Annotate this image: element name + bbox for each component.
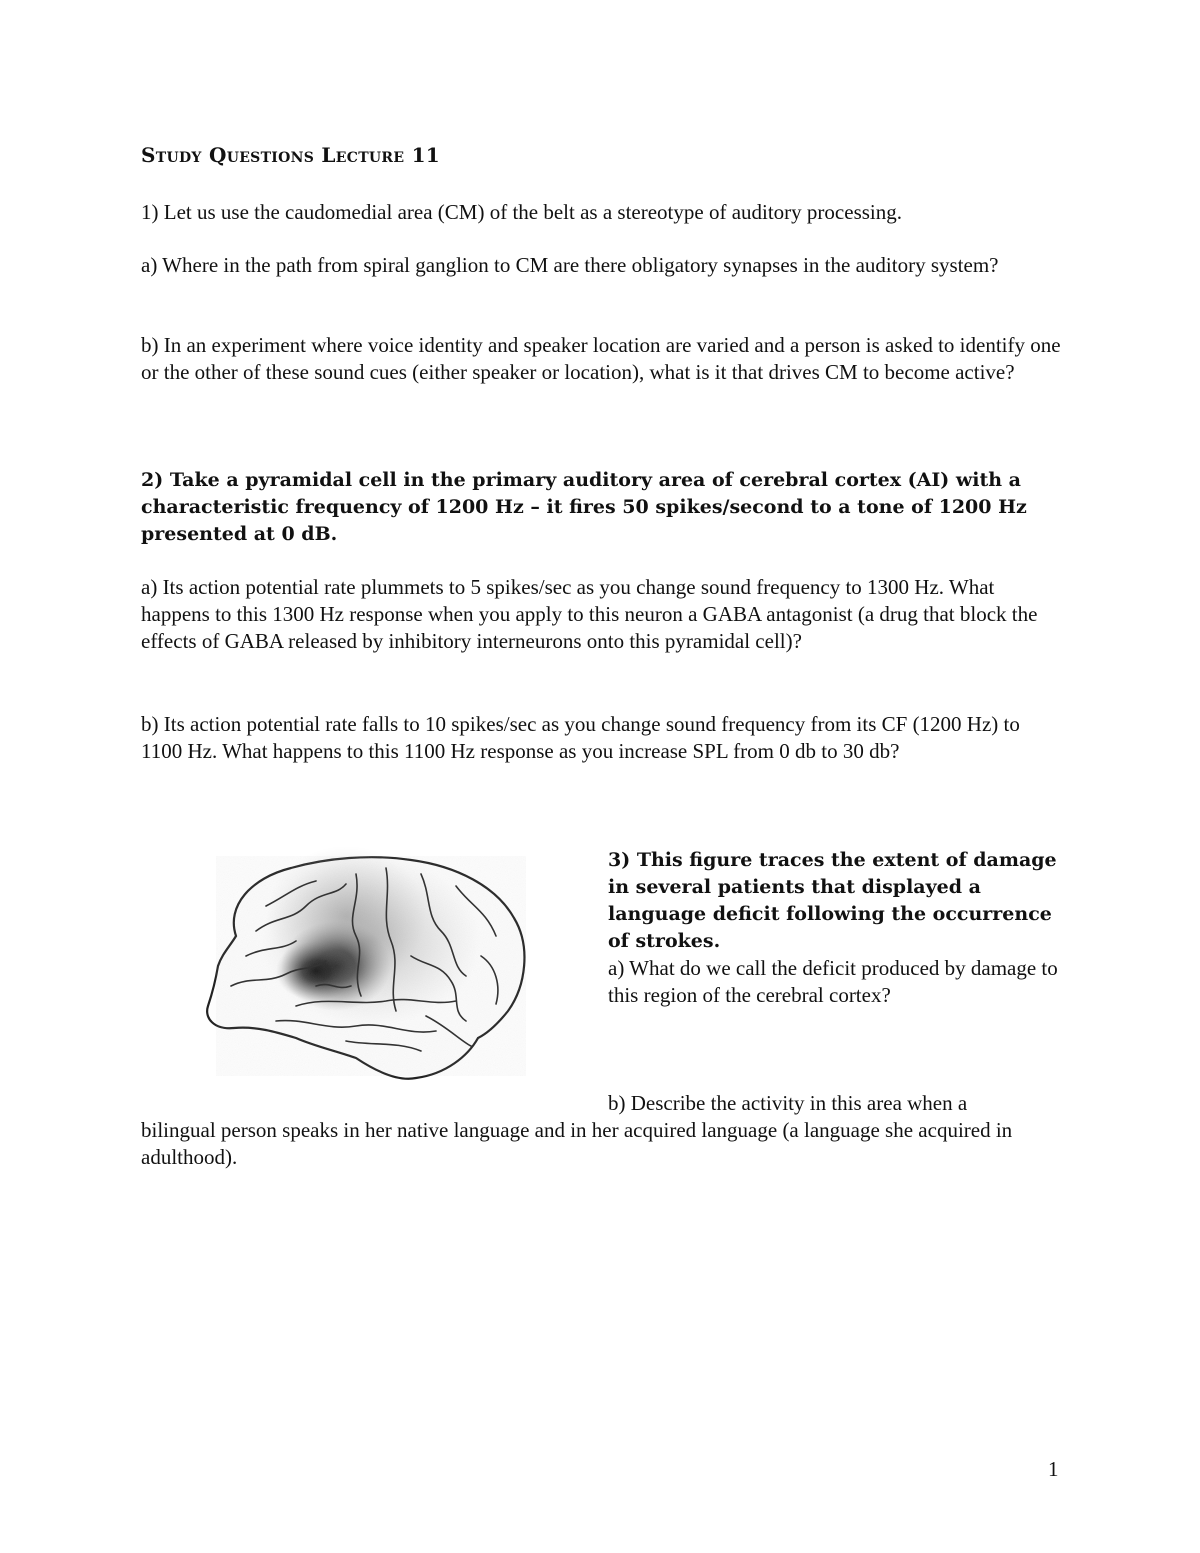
- question-2-prompt: 2) Take a pyramidal cell in the primary auditory area of cerebral cortex (AI) with a characteristic frequency of 1200 Hz – it fires 50 spikes/second to a tone of 1200 Hz presented at 0 dB.: [141, 469, 1027, 545]
- brain-lesion-figure: [196, 846, 546, 1084]
- question-2b: b) Its action potential rate falls to 10 spikes/sec as you change sound frequency from its CF (1200 Hz) to 1100 Hz. What happens to this 1100 Hz response as you increase SPL from 0 db to 30 db?: [141, 712, 1020, 763]
- question-3b-continued: bilingual person speaks in her native language and in her acquired language (a language she acquired in adulthood).: [141, 1118, 1013, 1169]
- question-3a: a) What do we call the deficit produced by damage to this region of the cerebral cortex?: [608, 956, 1058, 1007]
- question-1-prompt: 1) Let us use the caudomedial area (CM) of the belt as a stereotype of auditory processing.: [141, 200, 902, 224]
- page-title: Study Questions Lecture 11: [141, 143, 441, 167]
- question-3-prompt: 3) This figure traces the extent of damage in several patients that displayed a language deficit following the occurrence of strokes.: [608, 849, 1057, 952]
- question-1a: a) Where in the path from spiral ganglion to CM are there obligatory synapses in the auditory system?: [141, 253, 999, 277]
- question-2a: a) Its action potential rate plummets to 5 spikes/sec as you change sound frequency to 1300 Hz. What happens to this 1300 Hz response when you apply to this neuron a GABA antagonist (a drug that block the effects of GABA released by inhibitory interneurons onto this pyramidal cell)?: [141, 575, 1038, 653]
- question-3b-first-line: b) Describe the activity in this area when a: [608, 1091, 968, 1115]
- page-number: 1: [1048, 1457, 1059, 1481]
- question-1b: b) In an experiment where voice identity and speaker location are varied and a person is asked to identify one or the other of these sound cues (either speaker or location), what is it that drives CM to become active?: [141, 333, 1061, 384]
